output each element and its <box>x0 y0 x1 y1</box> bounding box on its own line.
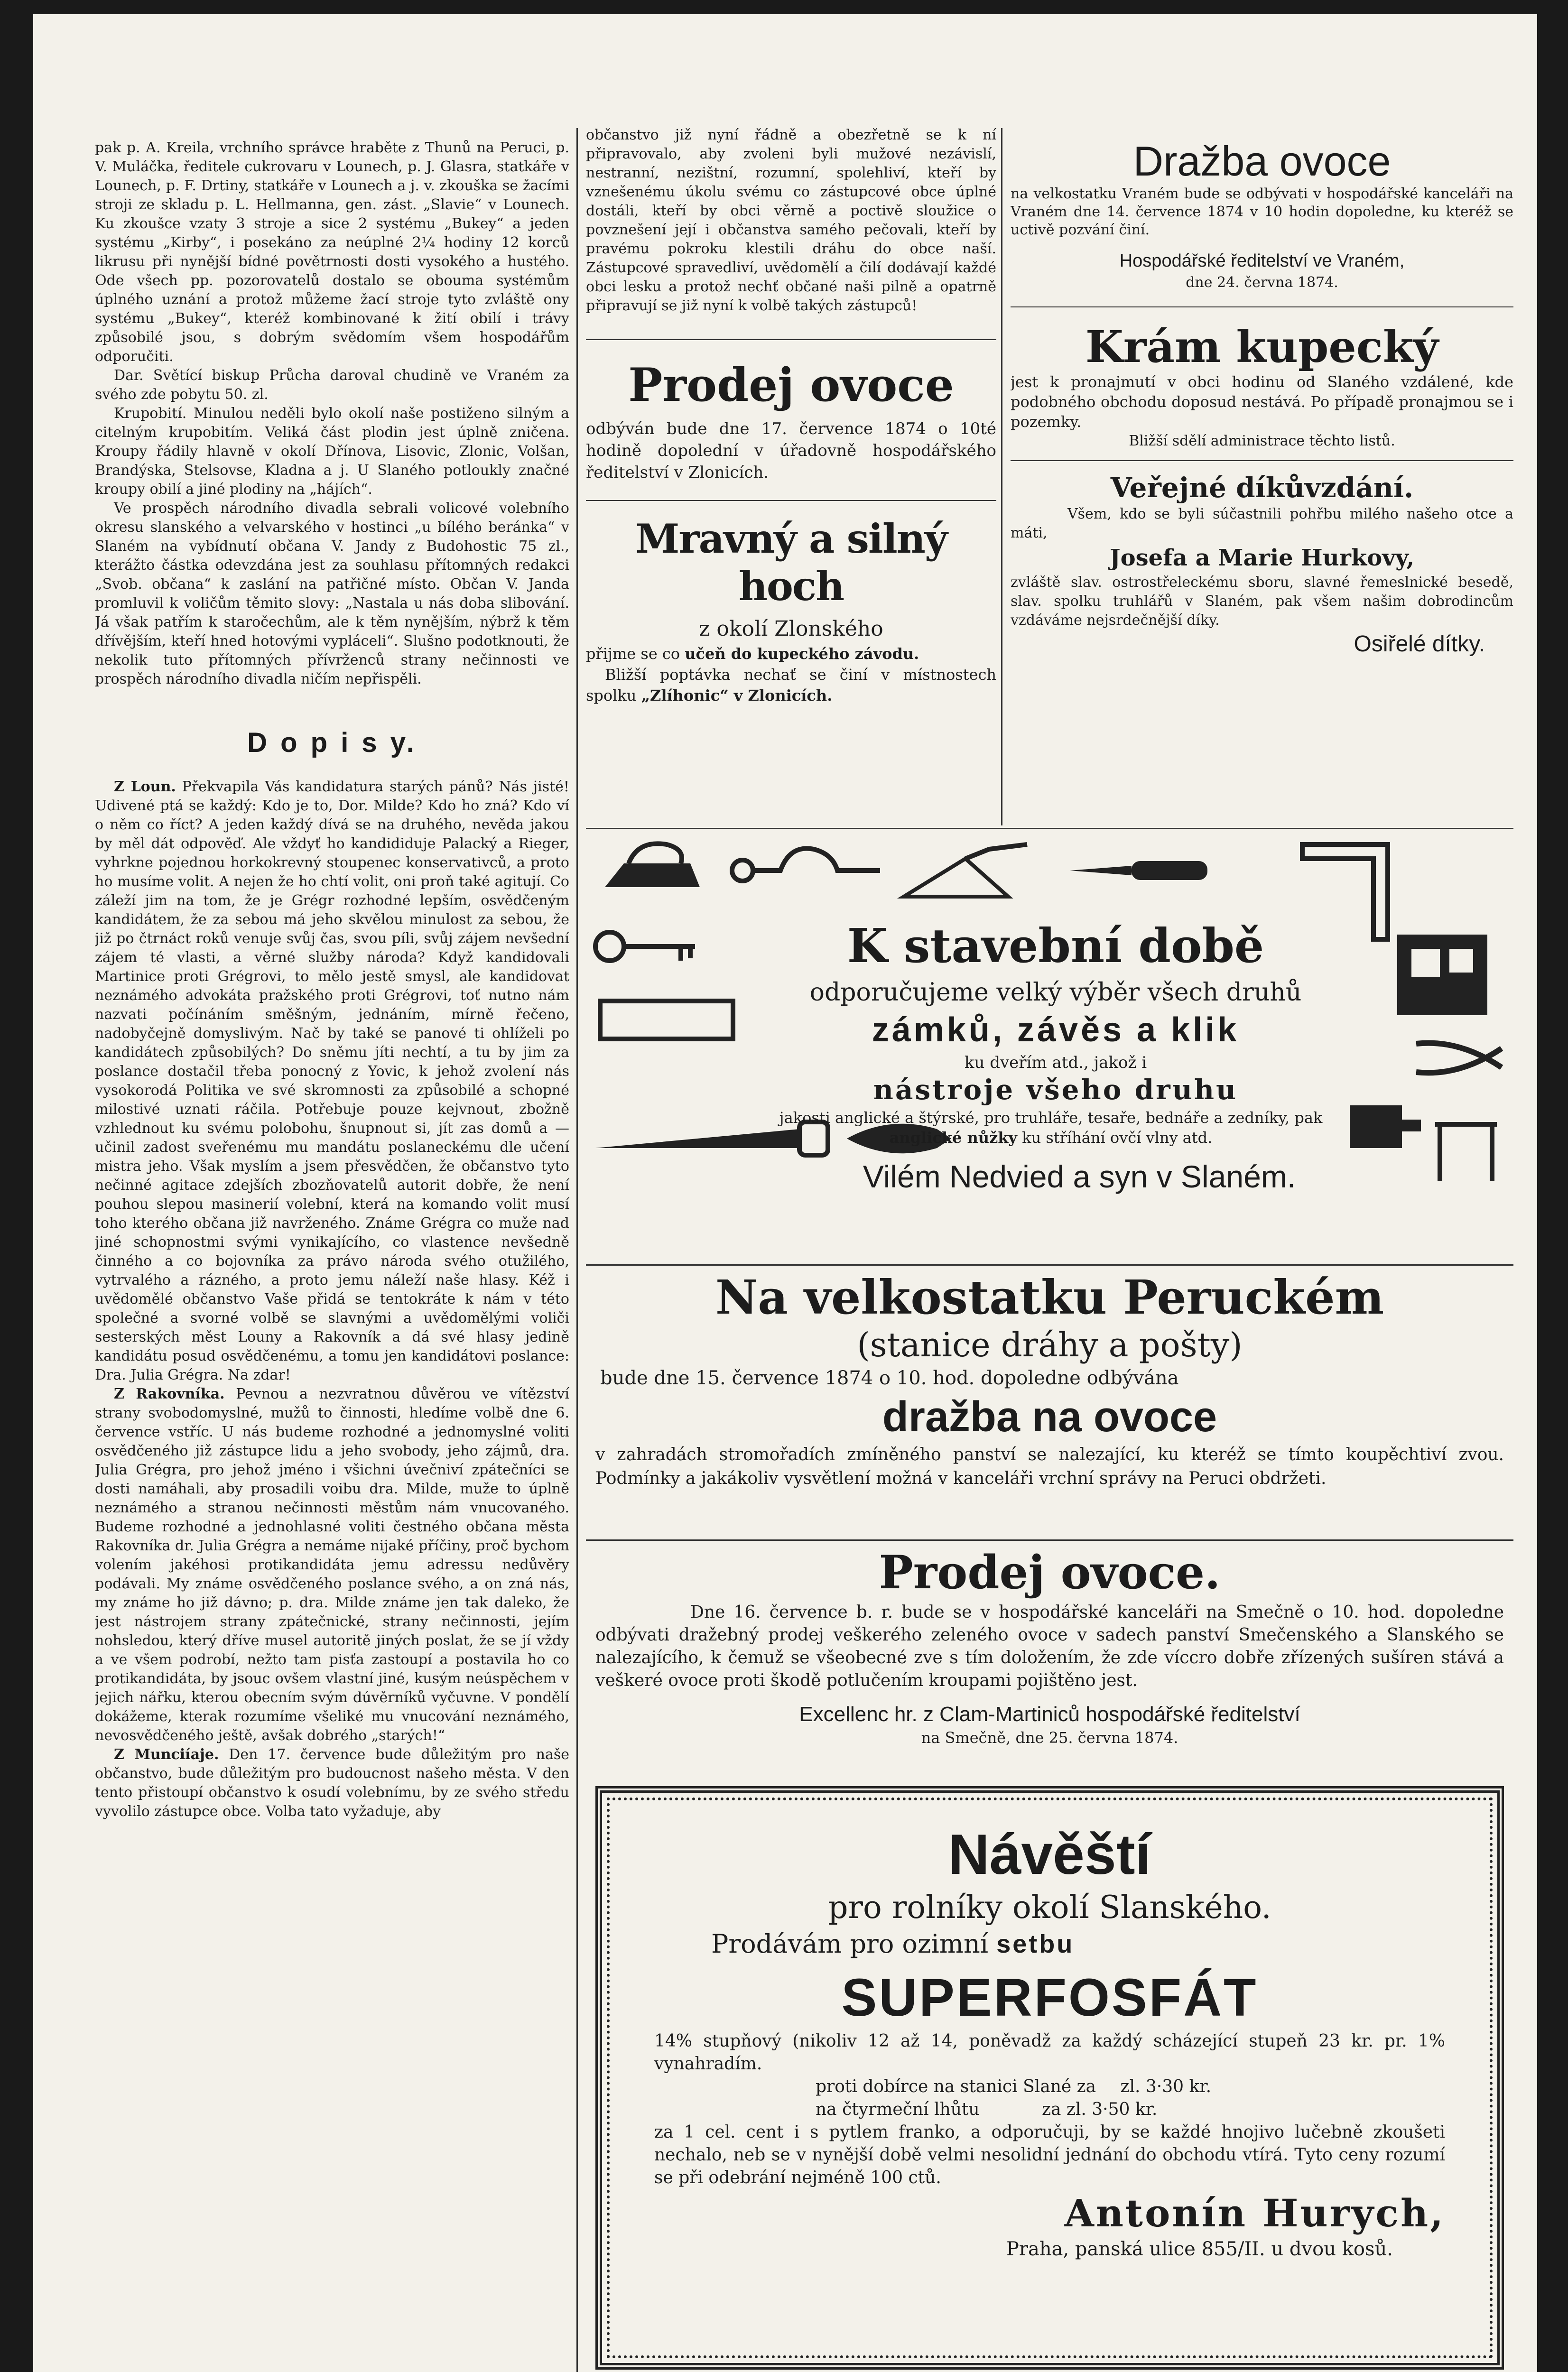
letter-text: Den 17. července bude důležitým pro naše občanstvo, bude důležitým pro budoucnost našeho města. V den tento přistoupí občanstvo k osudí volebnímu, by ze svého středu vyvolilo zástupce obce. Volba tato vyžaduje, aby <box>95 1746 569 1820</box>
ad-text: na velkostatku Vraném bude se odbývati v hospodářské kanceláři na Vraném dne 14. července 1874 v 10 hodin dopoledne, ku kteréž se uctivě pozvání činí. <box>1011 185 1513 238</box>
ad-note: Bližší sdělí administrace těchto listů. <box>1129 433 1395 449</box>
letter-place: Z Loun. <box>114 778 176 795</box>
column-right <box>1011 138 1513 821</box>
ad-line-locks: zámků, závěs a klik <box>872 1011 1240 1049</box>
saw-icon <box>591 987 747 1053</box>
ad-title: Mravný a silný hoch <box>635 515 947 610</box>
letter-place: Z Munciíaje. <box>114 1746 219 1763</box>
divider <box>1011 460 1513 461</box>
ad-text <box>586 664 996 706</box>
ad-names: Josefa a Marie Hurkovy, <box>1109 545 1415 571</box>
ad-line: bude dne 15. července 1874 o 10. hod. dopoledne odbývána <box>600 1367 1179 1389</box>
cleaver-icon <box>1340 1096 1426 1167</box>
ad-price-row <box>602 2098 1497 2121</box>
ad-title: Veřejné díkůvzdání. <box>1110 472 1414 504</box>
ad-text-part: na čtyrmeční lhůtu <box>816 2100 980 2119</box>
ad-date: na Smečně, dne 25. června 1874. <box>921 1729 1178 1747</box>
ad-text-part: ku stříhání ovčí vlny atd. <box>1022 1129 1213 1147</box>
column-left <box>95 139 569 2372</box>
ad-text: 14% stupňový (nikoliv 12 až 14, poněvadž za každý scházející stupeň 23 kr. pr. 1% vynahradím. <box>654 2031 1445 2074</box>
ad-drazba-ovoce <box>1011 138 1513 292</box>
letter-text: Pevnou a nezvratnou důvěrou ve vítězství strany svobodomyslné, mužů to činnosti, hledíme volbě dne 6. července vstříc. U nás budeme rozhodné a jednomyslné voliti osvědčeného již zástupce lidu a jeho svobody, jeho zájmů, dra. Julia Grégra, pro jehož jméno i všichni úvečniví zpátečníci se dosti namáhali, aby prosadili voibu dra. Milde, muže to úplně neznámého a stranou nečinnosti městům nám vnucovaného. Budeme rozhodné a jednohlasné voliti čestného občana města Rakovníka dr. Julia Grégra a nemáme nijaké příčiny, proč bychom volením jakéhosi protikandidáta jemu adressu nedůvěry podávali. My známe osvědčeného poslance svého, a on zná nás, my známe ho již dávno; p. dra. Milde známe jen tak daleko, že jest nástrojem strany zpátečnické, strany nečinnosti, jejím nohsledou, který dříve musel autoritě jiných poslat, že se jí vždy a ve všem podrobí, nežto tam pisťa zastoupí a postavila ho co protikandidáta, by jsouc ovšem vlastní jiné, kusým neúspěchem v jejich nářku, kterou obecním svým dúvěrníků vyčuvne. V pondělí dokážeme, kterak rozumíme všeliké mu vnucování neznámého, nevosvědčeného ještě, avšak dobrého „starých!“ <box>95 1386 569 1744</box>
column-divider <box>576 128 578 2372</box>
article-krupobiti: Krupobití. Minulou neděli bylo okolí naše postiženo silným a citelným krupobitím. Veliká část plodin jest úplně zničena. Kroupy řádily hlavně v okolí Dřínova, Lisovic, Zlonic, Volšan, Brandýska, Stelsovse, Kladna a j. U Slaného potloukly značné kroupy obilí a jiné plodiny na „hájích“. <box>95 405 569 498</box>
article-divadlo: Ve prospěch národního divadla sebrali volicové volebního okresu slanského a velvarského v hostinci „u bílého beránka“ v Slaném na vybídnutí občana V. Jandy z Budohostic 75 zl., kterážto částka odevzdána jest za souhlasu přítomných redakci „Svob. občana“ k zaslání na patřičné místo. Občan V. Janda promluvil k voličům těmito slovy: „Nastala u nás doba slibování. Já však patřím k staročechům, ale k těm nynějším, nýbrž k těm dřívějším, kteří hned hotovými vypláceli“. Slušno podotknouti, že nekolik tuto přítomných přívrženců strany nečinnosti ve prospěch národního divadla ničím nepřispěli. <box>95 500 569 687</box>
pincers-icon <box>1411 1029 1506 1086</box>
ad-signature: Osiřelé dítky. <box>1354 631 1485 657</box>
ad-title: K stavební době <box>847 919 1264 973</box>
newspaper-page <box>33 14 1537 2372</box>
column-middle <box>586 126 996 828</box>
ad-title: Prodej ovoce <box>628 358 954 412</box>
ad-text-part: Bližší poptávka nechať se činí v místnostech spolku <box>586 666 996 704</box>
ad-title: Návěští <box>948 1823 1151 1886</box>
ad-dikuvzdani <box>1011 471 1513 658</box>
ad-stavebni-doba <box>586 830 1513 1267</box>
divider <box>586 828 1513 829</box>
ad-text-part: „Zlíhonic“ v Zlonicích. <box>641 686 833 704</box>
ad-title: Prodej ovoce. <box>879 1546 1221 1599</box>
ad-signature: Hospodářské ředitelství ve Vraném, <box>1119 251 1405 271</box>
lock-icon <box>1388 920 1497 1025</box>
article-continued: občanstvo již nyní řádně a obezřetně se k ní připravovalo, aby zvoleni byli mužové nezávislí, nestranní, nezištní, rozumní, spolehliví, kteří by vznešenému úkolu svému co zástupcové obce úplné dostáli, kteří by obci věrně a poctivě sloužice o povznešení její i občanstva samého pečovali, kteří by pravému pokroku klestili dráhu do obce naší. Zástupcové spravedliví, uvědomělí a čilí dodávají každé obci lesku a protož nechť občané naši pilně a opatrně připravují se již nyní k volbě takých zástupců! <box>586 127 996 314</box>
ad-text-part: přijme se co <box>586 645 680 663</box>
ad-date: dne 24. června 1874. <box>1186 274 1338 291</box>
divider <box>586 500 996 501</box>
trowel-icon <box>894 840 1037 906</box>
letter-text: Překvapila Vás kandidatura starých pánů? Nás jisté! Udivené ptá se každý: Kdo je to, Dor. Milde? Kdo ho zná? Kdo ví o něm co říct? A jeden každý dívá se na druhého, nevěda jakou by měl dát odpověď. Ale vždyť ho kandididuje Palacký a Rieger, vyhrkne pojednou horkokrevný stoupenec konservativců, a proto ho musíme volit. A nejen že ho chtí volit, oni proň také agitují. Co záleží jim na tom, že je Grégr rozhodné lepším, osvědčeným kandidátem, že za sebou má jeho skvělou minulost za sebou, že již po čtrnáct roků venuje svůj čas, svou píli, svůj zájem nevšední zájem té vlasti, a věrné služby národa? Když kandidovali Martinice proti Grégrovi, to mělo jestě smysl, ale kandidovat neznámého advokáta pražského proti Grégrovi, toť nutno nám nazvati počínáním směšným, jednáním, mírně řečeno, nadobyčejně domyslivým. Nač by také se panové ti ohlíželi po kandidátech způsobilých? Do sněmu jíti nechtí, a tu by jim za poslance dostačil třeba ponocný z Yovic, k jehož zvolení nás vysokorodá Politika ve své skromnosti za způsobilé a schopné milostivé uznati ráčila. Potřebuje pouze kejvnout, zbožně vzhlednout ku svému polobohu, šnupnout si, jít zas domů a — učinil zadost sveřenému mu mandátu poslaneckému dle učení mistra jeho. Však myslím a jsem přesvědčen, že občanstvo tyto nečinné agitace zdejších zbozňovatelů autorit dobře, že není pouhou slepou masinerií volební, která na komando volit musí toho kterého občana již navrženého. Známe Grégra co muže nad jiné schopnostmi svými vynikajícího, co vlastence nevšedně činného a co bojovníka za právo národa svého otužilého, vytrvalého a rázného, a proto jemu náleží naše hlasy. Kéž i uvědomělé občanstvo Vaše přidá se tentokráte k nám v této společné a svorné volbě se slavnými a uvědomělými voliči sesterských měst Louny a Rakovník a dá své hlasy jedině kandidátu posud osvědčenému, a tomu jen kandidátovi poslance: Dra. Julia Grégra. Na zdar! <box>95 778 569 1383</box>
article-intro: pak p. A. Kreila, vrchního správce hraběte z Thunů na Peruci, p. V. Muláčka, ředitele cukrovaru v Lounech, p. J. Glasra, statkáře v Lounech, p. F. Drtiny, statkáře v Lounech a j. v. zkouška se žacími stroji ze skladu p. L. Hellmanna, gen. zást. „Slavie“ v Lounech. Ku zkoušce vzaty 3 stroje a sice 2 systému „Bukey“ a jeden systému „Kirby“, i posekáno za neúplné 2¼ hodiny 12 korců likrusu při nynější bídné povětrnosti dosti vysokého a hustého. Ode všech pp. pozorovatelů dostalo se obouma systémům úplného uznání a protož můžeme žací stroje tyto zvláště ony systému „Bukey“, kteréž kombinované k žití obilí i trávy způsobilé jsou, s dobrým svědomím všem hospodářům odporučiti. <box>95 139 569 365</box>
ad-seller: Antonín Hurych, <box>1064 2191 1445 2235</box>
ad-text-part: učeň do kupeckého závodu. <box>685 645 919 663</box>
ad-text: jest k pronajmutí v obci hodinu od Slaného vzdálené, kde podobného obchodu doposud nestává. Po případě pronajmou se i pozemky. <box>1011 373 1513 431</box>
ad-kram-kupecky <box>1011 322 1513 451</box>
ad-title: Na velkostatku Peruckém <box>715 1270 1384 1325</box>
letter-munciíaje <box>95 1745 569 1821</box>
ad-text-part: anglické nůžky <box>889 1129 1017 1147</box>
ad-navesti <box>595 1786 1504 2370</box>
column-divider <box>1001 128 1002 825</box>
divider <box>586 339 996 340</box>
ad-text: zvláště slav. ostrostřeleckému sboru, slavné řemeslnické besedě, slav. spolku truhlářů v Slaném, pak všem našim dobrodincům vzdáváme nejsrdečnější díky. <box>1011 574 1513 629</box>
ad-text <box>586 643 996 664</box>
letter-rakovnik <box>95 1385 569 1745</box>
ad-product: SUPERFOSFÁT <box>841 1968 1258 2027</box>
ad-address: Praha, panská ulice 855/II. u dvou kosů. <box>1006 2238 1393 2260</box>
ad-line-tools: nástroje všeho druhu <box>873 1074 1238 1106</box>
ad-price-row <box>602 2076 1497 2098</box>
ad-text: Dne 16. července b. r. bude se v hospodářské kanceláři na Smečně o 10. hod. dopoledne odbývati dražebný prodej veškerého zeleného ovoce v sadech panství Smečenského a Slanského se nalezajícího, k čemuž se všeobecné zve s tím doložením, že zde víccro dobře zřízených sušíren stává a veškeré ovoce proti škodě potlučením kroupami pojištěno jest. <box>595 1603 1504 1690</box>
ad-title: Dražba ovoce <box>1133 138 1391 185</box>
ad-mravny-hoch <box>586 515 996 706</box>
ad-line <box>766 1108 1336 1148</box>
ad-text-part: jakosti anglické a štýrské, pro truhláře, tesaře, bednáře a zedníky, pak <box>779 1109 1323 1127</box>
ad-text-part: proti dobírce na stanici Slané za <box>816 2077 1096 2096</box>
chisel-icon <box>1065 840 1217 901</box>
dopisy-heading: D o p i s y. <box>247 727 417 758</box>
letter-louny <box>95 778 569 1385</box>
ad-line <box>602 1927 1497 1961</box>
iron-icon <box>595 835 709 906</box>
ad-heading: dražba na ovoce <box>882 1393 1217 1441</box>
ad-line: ku dveřím atd., jakož i <box>964 1053 1147 1072</box>
ad-text: Všem, kdo se byli súčastnili pohřbu milého našeho otce a máti, <box>1011 506 1513 541</box>
ad-text-part: za zl. 3·50 kr. <box>1042 2100 1158 2119</box>
ad-text: v zahradách stromořadích zmíněného panství se nalezající, ku kteréž se tímto koupěchtiví zvou. Podmínky a jakákoliv vysvětlení možná v kanceláři vrchní správy na Peruci obdržeti. <box>595 1445 1504 1488</box>
drill-brace-icon <box>728 840 885 901</box>
divider <box>1011 306 1513 307</box>
ad-text: odbýván bude dne 17. července 1874 o 10té hodině dopolední v úřadovně hospodářského ředitelství v Zlonicích. <box>586 419 996 482</box>
ad-line: odporučujeme velký výběr všech druhů <box>809 978 1302 1007</box>
ad-prodej-ovoce-smecno <box>586 1544 1513 1781</box>
ad-signature: Excellenc hr. z Clam-Martiniců hospodářské ředitelství <box>799 1703 1300 1726</box>
ad-prodej-ovoce <box>586 359 996 483</box>
ad-text-part: setbu <box>996 1930 1075 1958</box>
divider <box>586 1539 1513 1541</box>
ad-subtitle: (stanice dráhy a pošty) <box>857 1325 1243 1364</box>
ad-line: pro rolníky okolí Slanského. <box>828 1889 1271 1926</box>
article-dar: Dar. Světící biskup Průcha daroval chudině ve Vraném za svého zde pobytu 50. zl. <box>95 367 569 403</box>
ad-firm: Vilém Nedvied a syn v Slaném. <box>863 1159 1296 1194</box>
ad-velkostatek-peruc <box>586 1271 1513 1575</box>
ad-title: Krám kupecký <box>1085 321 1439 372</box>
ad-text-part: Prodávám pro ozimní <box>711 1929 989 1959</box>
divider <box>586 1264 1513 1266</box>
ad-text: za 1 cel. cent i s pytlem franko, a odporučuji, by se každé hnojivo lučebně zkoušeti nechalo, neb se v nynější době velmi nesolidní jednání do obchodu vtírá. Tyto ceny rozumí se při odebrání nejméně 100 ctů. <box>654 2122 1445 2187</box>
drawknife-icon <box>1426 1096 1506 1186</box>
ad-subtitle: z okolí Zlonského <box>699 617 883 641</box>
ad-text-part: zl. 3·30 kr. <box>1120 2077 1212 2096</box>
letter-place: Z Rakovníka. <box>114 1386 225 1402</box>
key-icon <box>591 920 705 973</box>
